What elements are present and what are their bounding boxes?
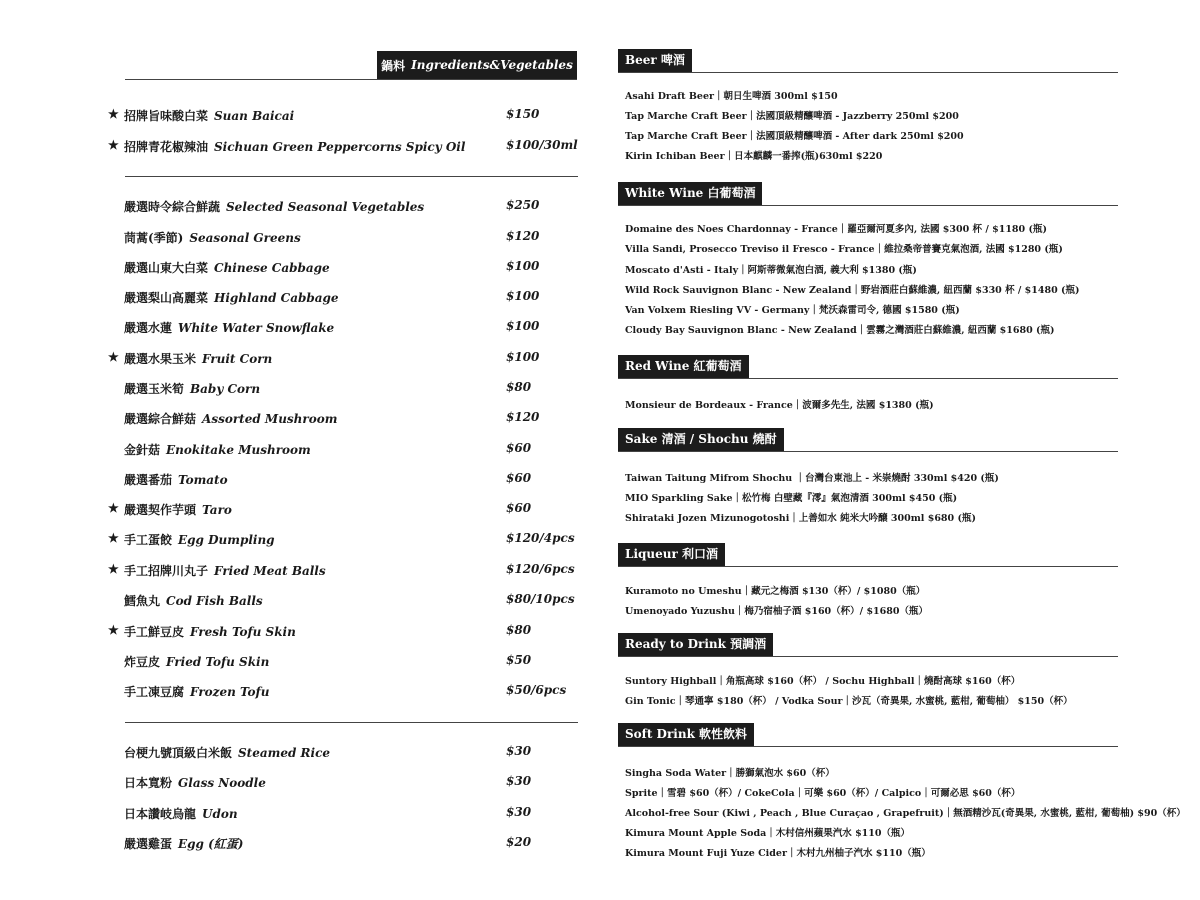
ingredients-header (377, 51, 577, 79)
drink-item: Sprite｜雪碧 $60（杯）/ CokeCola｜可樂 $60（杯）/ Calpico｜可爾必思 $60（杯） (625, 788, 1021, 799)
section-title-red-wine: Red Wine 紅葡萄酒 (618, 355, 749, 378)
drink-item: Suntory Highball｜角瓶高球 $160（杯） / Sochu Highball｜燒酎高球 $160（杯） (625, 676, 1021, 687)
section-divider (618, 451, 1118, 452)
section-title-soft-drink: Soft Drink 軟性飲料 (618, 723, 754, 746)
item-price: $30 (506, 805, 532, 819)
item-name-cn: 嚴選水蓮 (124, 321, 173, 335)
item-name-en: Sichuan Green Peppercorns Spicy Oil (214, 140, 466, 154)
drink-item: Tap Marche Craft Beer｜法國頂級精釀啤酒 - Jazzberry 250ml $200 (625, 111, 959, 122)
item-price: $100 (506, 259, 540, 273)
item-name-en: Cod Fish Balls (166, 594, 263, 608)
menu-item-row (108, 410, 578, 430)
item-name (124, 259, 330, 276)
menu-item-row (108, 805, 578, 825)
item-price: $60 (506, 471, 532, 485)
item-name (124, 138, 465, 155)
section-divider (618, 656, 1118, 657)
menu-item-row (108, 623, 578, 643)
drink-item: Tap Marche Craft Beer｜法國頂級精釀啤酒 - After dark 250ml $200 (625, 131, 964, 142)
section-title-ready-to-drink: Ready to Drink 預調酒 (618, 633, 773, 656)
item-name-en: Suan Baicai (214, 109, 295, 123)
item-name-en: Steamed Rice (238, 746, 331, 760)
item-price: $80/10pcs (506, 592, 575, 606)
item-name-en: Tomato (178, 473, 228, 487)
item-price: $100/30ml (506, 138, 578, 152)
item-name-cn: 嚴選契作芋頭 (124, 503, 197, 517)
item-price: $80 (506, 623, 532, 637)
item-name-cn: 嚴選山東大白菜 (124, 261, 209, 275)
item-name (124, 319, 334, 336)
item-name-en: Enokitake Mushroom (166, 443, 311, 457)
star-icon: ★ (108, 562, 119, 576)
menu-item-row (108, 441, 578, 461)
item-name (124, 835, 243, 852)
item-price: $120/6pcs (506, 562, 575, 576)
item-name-en: Chinese Cabbage (214, 261, 330, 275)
item-price: $20 (506, 835, 532, 849)
item-name (124, 471, 228, 488)
section-divider (618, 378, 1118, 379)
drink-item: Kimura Mount Apple Soda｜木村信州蘋果汽水 $110（瓶） (625, 828, 911, 839)
item-name-en: Highland Cabbage (214, 291, 339, 305)
item-price: $120/4pcs (506, 531, 575, 545)
item-name-en: White Water Snowflake (178, 321, 335, 335)
item-name (124, 531, 275, 548)
star-icon: ★ (108, 107, 119, 121)
item-name-cn: 台梗九號頂級白米飯 (124, 746, 233, 760)
drink-item: Van Volxem Riesling VV - Germany｜梵沃森雷司令, 德國 $1580 (瓶) (625, 305, 960, 316)
item-name-cn: 炸豆皮 (124, 655, 161, 669)
item-price: $120 (506, 229, 540, 243)
section-title-white-wine: White Wine 白葡萄酒 (618, 182, 762, 205)
item-name-en: Egg Dumpling (178, 533, 275, 547)
menu-item-row (108, 501, 578, 521)
item-name-en: Fried Tofu Skin (166, 655, 270, 669)
ingredients-header-en: Ingredients&Vegetables (411, 58, 573, 72)
drink-item: Moscato d'Asti - Italy｜阿斯蒂微氣泡白酒, 義大利 $1380 (瓶) (625, 265, 917, 276)
item-name (124, 229, 301, 246)
item-price: $50/6pcs (506, 683, 567, 697)
menu-item-row (108, 319, 578, 339)
item-name (124, 623, 296, 640)
item-name (124, 289, 339, 306)
item-name-cn: 茼蒿(季節) (124, 231, 184, 245)
section-title-sake-shochu: Sake 清酒 / Shochu 燒酎 (618, 428, 784, 451)
item-price: $30 (506, 744, 532, 758)
item-price: $100 (506, 319, 540, 333)
item-name-cn: 招牌旨味酸白菜 (124, 109, 209, 123)
star-icon: ★ (108, 350, 119, 364)
section-divider (618, 566, 1118, 567)
drink-item: Singha Soda Water｜勝獅氣泡水 $60（杯） (625, 768, 835, 779)
drink-item: Taiwan Taitung Mifrom Shochu ｜台灣台東池上 - 米崇燒酎 330ml $420 (瓶) (625, 473, 999, 484)
menu-item-row (108, 380, 578, 400)
star-icon: ★ (108, 531, 119, 545)
ingredients-header-cn: 鍋料 (381, 58, 406, 73)
star-icon: ★ (108, 138, 119, 152)
menu-item-row (108, 744, 578, 764)
drink-item: Gin Tonic｜琴通寧 $180（杯） / Vodka Sour｜沙瓦（奇異果, 水蜜桃, 藍柑, 葡萄柚） $150（杯） (625, 696, 1073, 707)
section-divider (618, 72, 1118, 73)
section-divider (618, 205, 1118, 206)
drink-item: Kirin Ichiban Beer｜日本麒麟一番搾(瓶)630ml $220 (625, 151, 883, 162)
item-name-en: Glass Noodle (178, 776, 266, 790)
menu-item-row (108, 774, 578, 794)
item-name (124, 562, 326, 579)
item-name-cn: 手工鮮豆皮 (124, 625, 185, 639)
drink-item: Asahi Draft Beer｜朝日生啤酒 300ml $150 (625, 91, 838, 102)
menu-item-row (108, 562, 578, 582)
item-price: $250 (506, 198, 540, 212)
item-name (124, 107, 294, 124)
item-name (124, 683, 269, 700)
item-price: $80 (506, 380, 532, 394)
drink-item: Villa Sandi, Prosecco Treviso il Fresco - France｜維拉桑帝普賽克氣泡酒, 法國 $1280 (瓶) (625, 244, 1063, 255)
item-name-en: Seasonal Greens (189, 231, 301, 245)
section-divider (618, 746, 1118, 747)
item-name-en: Fried Meat Balls (214, 564, 326, 578)
menu-item-row (108, 592, 578, 612)
item-name-cn: 招牌青花椒辣油 (124, 140, 209, 154)
drink-item: MIO Sparkling Sake｜松竹梅 白壁藏『澪』氣泡清酒 300ml $450 (瓶) (625, 493, 958, 504)
menu-item-row (108, 198, 578, 218)
drink-item: Kuramoto no Umeshu｜藏元之梅酒 $130（杯）/ $1080（瓶） (625, 586, 926, 597)
item-name-en: Frozen Tofu (190, 685, 270, 699)
item-name-cn: 手工蛋餃 (124, 533, 173, 547)
item-name-en: Selected Seasonal Vegetables (226, 200, 425, 214)
item-name-cn: 嚴選時令綜合鮮蔬 (124, 200, 221, 214)
item-price: $60 (506, 501, 532, 515)
item-name (124, 350, 272, 367)
item-name (124, 805, 238, 822)
item-name-cn: 嚴選水果玉米 (124, 352, 197, 366)
item-name-cn: 嚴選番茄 (124, 473, 173, 487)
item-name-cn: 嚴選梨山高麗菜 (124, 291, 209, 305)
section-divider-1 (125, 176, 578, 177)
item-name-cn: 嚴選玉米筍 (124, 382, 185, 396)
item-price: $30 (506, 774, 532, 788)
item-name-cn: 鱈魚丸 (124, 594, 161, 608)
item-name-en: Taro (202, 503, 232, 517)
item-name (124, 592, 263, 609)
drink-item: Alcohol-free Sour (Kiwi , Peach , Blue Curaçao , Grapefruit)｜無酒精沙瓦(奇異果, 水蜜桃, 藍柑, 葡萄柚) $90（杯） (625, 808, 1186, 819)
menu-item-row (108, 350, 578, 370)
menu-item-row (108, 229, 578, 249)
menu-item-row (108, 683, 578, 703)
item-name-en: Assorted Mushroom (202, 412, 338, 426)
item-name (124, 501, 232, 518)
item-price: $150 (506, 107, 540, 121)
item-name-cn: 手工凍豆腐 (124, 685, 185, 699)
drink-item: Umenoyado Yuzushu｜梅乃宿柚子酒 $160（杯）/ $1680（瓶） (625, 606, 928, 617)
item-name-en: Baby Corn (190, 382, 261, 396)
menu-item-row (108, 289, 578, 309)
drink-item: Wild Rock Sauvignon Blanc - New Zealand｜野岩酒莊白蘇維濃, 紐西蘭 $330 杯 / $1480 (瓶) (625, 285, 1080, 296)
section-title-liqueur: Liqueur 利口酒 (618, 543, 725, 566)
item-name-en: Fresh Tofu Skin (190, 625, 296, 639)
menu-item-row (108, 259, 578, 279)
item-name (124, 744, 330, 761)
item-name (124, 410, 337, 427)
drink-item: Kimura Mount Fuji Yuze Cider｜木村九州柚子汽水 $110（瓶） (625, 848, 931, 859)
section-title-beer: Beer 啤酒 (618, 49, 692, 72)
drink-item: Domaine des Noes Chardonnay - France｜羅亞爾河夏多內, 法國 $300 杯 / $1180 (瓶) (625, 224, 1047, 235)
menu-item-row (108, 531, 578, 551)
menu-item-row (108, 138, 578, 158)
item-name (124, 653, 269, 670)
item-name-en: Fruit Corn (202, 352, 273, 366)
menu-item-row (108, 471, 578, 491)
drink-item: Monsieur de Bordeaux - France｜波爾多先生, 法國 $1380 (瓶) (625, 400, 934, 411)
item-name (124, 198, 424, 215)
item-name-cn: 嚴選雞蛋 (124, 837, 173, 851)
item-name-en: Udon (202, 807, 238, 821)
item-name (124, 441, 311, 458)
header-divider (125, 79, 577, 80)
menu-item-row (108, 107, 578, 127)
item-price: $60 (506, 441, 532, 455)
menu-item-row (108, 835, 578, 855)
item-name-cn: 日本寬粉 (124, 776, 173, 790)
item-price: $120 (506, 410, 540, 424)
item-name-en: Egg (紅蛋) (178, 837, 244, 851)
section-divider-2 (125, 722, 578, 723)
item-price: $50 (506, 653, 532, 667)
item-name-cn: 嚴選綜合鮮菇 (124, 412, 197, 426)
drink-item: Cloudy Bay Sauvignon Blanc - New Zealand｜雲霧之灣酒莊白蘇維濃, 紐西蘭 $1680 (瓶) (625, 325, 1055, 336)
item-price: $100 (506, 289, 540, 303)
item-name (124, 774, 266, 791)
item-name-cn: 日本讚岐烏龍 (124, 807, 197, 821)
item-name (124, 380, 260, 397)
item-name-cn: 金針菇 (124, 443, 161, 457)
item-price: $100 (506, 350, 540, 364)
star-icon: ★ (108, 501, 119, 515)
item-name-cn: 手工招牌川丸子 (124, 564, 209, 578)
drink-item: Shirataki Jozen Mizunogotoshi｜上善如水 純米大吟醸 300ml $680 (瓶) (625, 513, 976, 524)
star-icon: ★ (108, 623, 119, 637)
menu-item-row (108, 653, 578, 673)
